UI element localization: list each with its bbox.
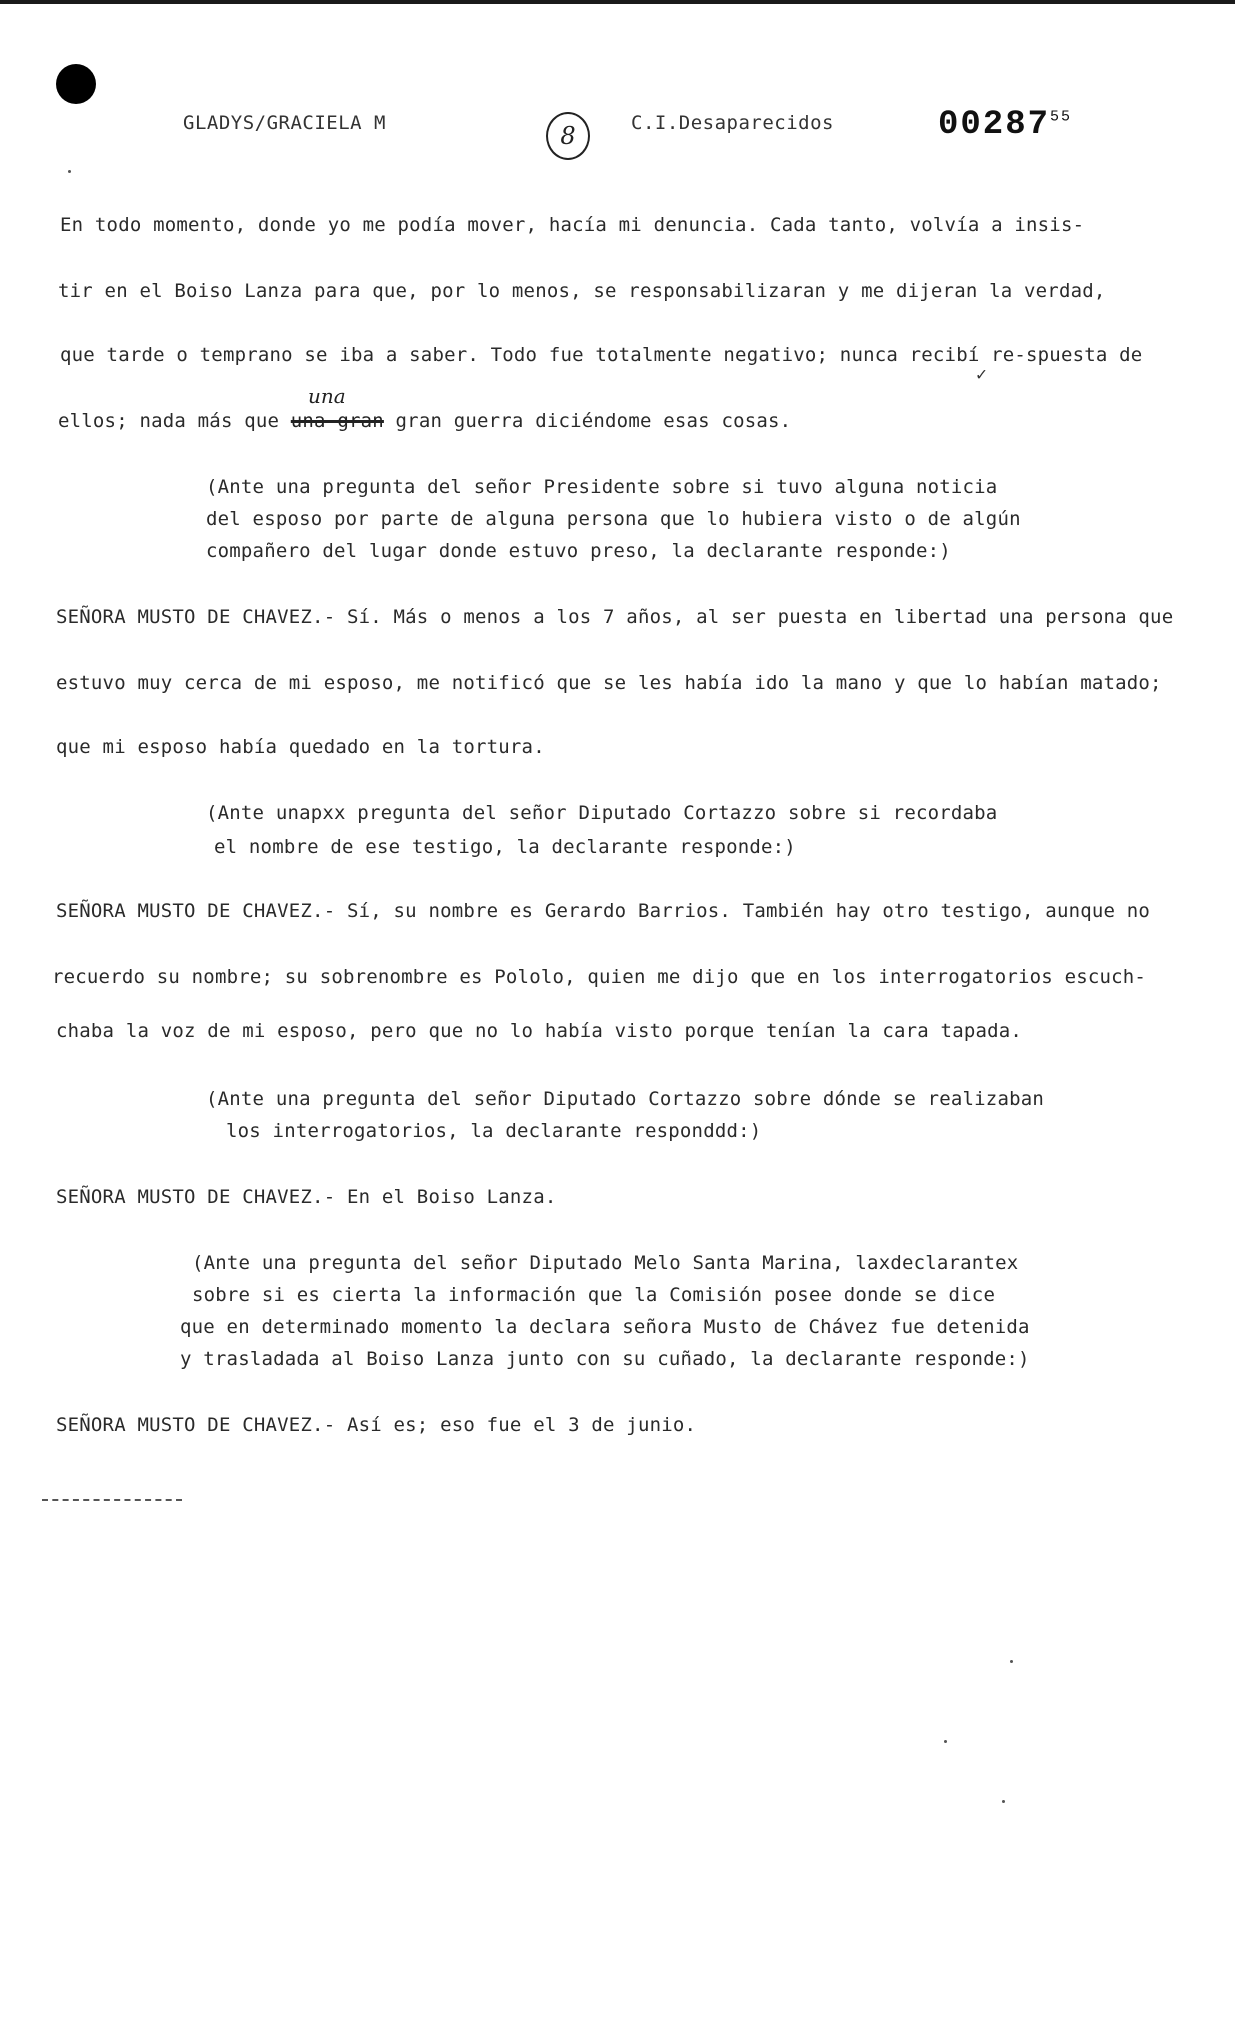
question-2-line-2: el nombre de ese testigo, la declarante responde:) — [214, 836, 796, 858]
answer-2-line-2: recuerdo su nombre; su sobrenombre es Pololo, quien me dijo que en los interrogatorios escuch- — [52, 966, 1147, 988]
stamp-suffix: 55 — [1050, 108, 1073, 126]
answer-1-line-3: que mi esposo había quedado en la tortura. — [56, 736, 545, 758]
stamp-number — [938, 106, 1072, 144]
question-3-line-1: (Ante una pregunta del señor Diputado Cortazzo sobre dónde se realizaban — [206, 1088, 1045, 1110]
question-3-line-2: los interrogatorios, la declarante responddd:) — [226, 1120, 762, 1142]
speck — [1002, 1800, 1005, 1803]
check-mark: ✓ — [976, 364, 987, 385]
speck — [68, 170, 71, 173]
body-line-1: En todo momento, donde yo me podía mover, hacía mi denuncia. Cada tanto, volvía a insis- — [60, 214, 1085, 236]
body-line-4 — [58, 410, 791, 432]
struck-text: una gran — [290, 410, 384, 432]
handwritten-insert: una — [308, 384, 346, 408]
header-commission: C.I.Desaparecidos — [631, 112, 834, 134]
question-4-line-2: sobre si es cierta la información que la Comisión posee donde se dice — [192, 1284, 996, 1306]
answer-2-line-3: chaba la voz de mi esposo, pero que no lo había visto porque tenían la cara tapada. — [56, 1020, 1023, 1042]
answer-4-line: SEÑORA MUSTO DE CHAVEZ.- Así es; eso fue el 3 de junio. — [56, 1414, 697, 1436]
answer-2-line-1: SEÑORA MUSTO DE CHAVEZ.- Sí, su nombre es Gerardo Barrios. También hay otro testigo, aunque no — [56, 900, 1151, 922]
body-line-4a: ellos; nada más que — [58, 410, 280, 432]
question-4-line-4: y trasladada al Boiso Lanza junto con su cuñado, la declarante responde:) — [180, 1348, 1030, 1370]
stamp-digits: 00287 — [938, 106, 1051, 144]
question-1-line-1: (Ante una pregunta del señor Presidente sobre si tuvo alguna noticia — [206, 476, 998, 498]
punch-hole — [56, 64, 96, 104]
body-line-3: que tarde o temprano se iba a saber. Todo fue totalmente negativo; nunca recibí re-spuesta de — [60, 344, 1143, 366]
header-witness: GLADYS/GRACIELA M — [183, 112, 386, 134]
page-circle-number: 8 — [546, 112, 590, 160]
question-4-line-3: que en determinado momento la declara señora Musto de Chávez fue detenida — [180, 1316, 1030, 1338]
top-border — [0, 0, 1235, 4]
question-4-line-1: (Ante una pregunta del señor Diputado Melo Santa Marina, laxdeclarantex — [192, 1252, 1019, 1274]
bottom-rule — [42, 1499, 182, 1501]
answer-3-line: SEÑORA MUSTO DE CHAVEZ.- En el Boiso Lanza. — [56, 1186, 557, 1208]
question-1-line-2: del esposo por parte de alguna persona que lo hubiera visto o de algún — [206, 508, 1021, 530]
answer-1-line-2: estuvo muy cerca de mi esposo, me notificó que se les había ido la mano y que lo habían matado; — [56, 672, 1162, 694]
body-line-4b: gran guerra diciéndome esas cosas. — [395, 410, 792, 432]
speck — [1010, 1660, 1013, 1663]
speck — [944, 1740, 947, 1743]
answer-1-line-1: SEÑORA MUSTO DE CHAVEZ.- Sí. Más o menos a los 7 años, al ser puesta en libertad una persona que — [56, 606, 1174, 628]
question-1-line-3: compañero del lugar donde estuvo preso, la declarante responde:) — [206, 540, 951, 562]
question-2-line-1: (Ante unapxx pregunta del señor Diputado Cortazzo sobre si recordaba — [206, 802, 998, 824]
body-line-2: tir en el Boiso Lanza para que, por lo menos, se responsabilizaran y me dijeran la verdad, — [58, 280, 1106, 302]
